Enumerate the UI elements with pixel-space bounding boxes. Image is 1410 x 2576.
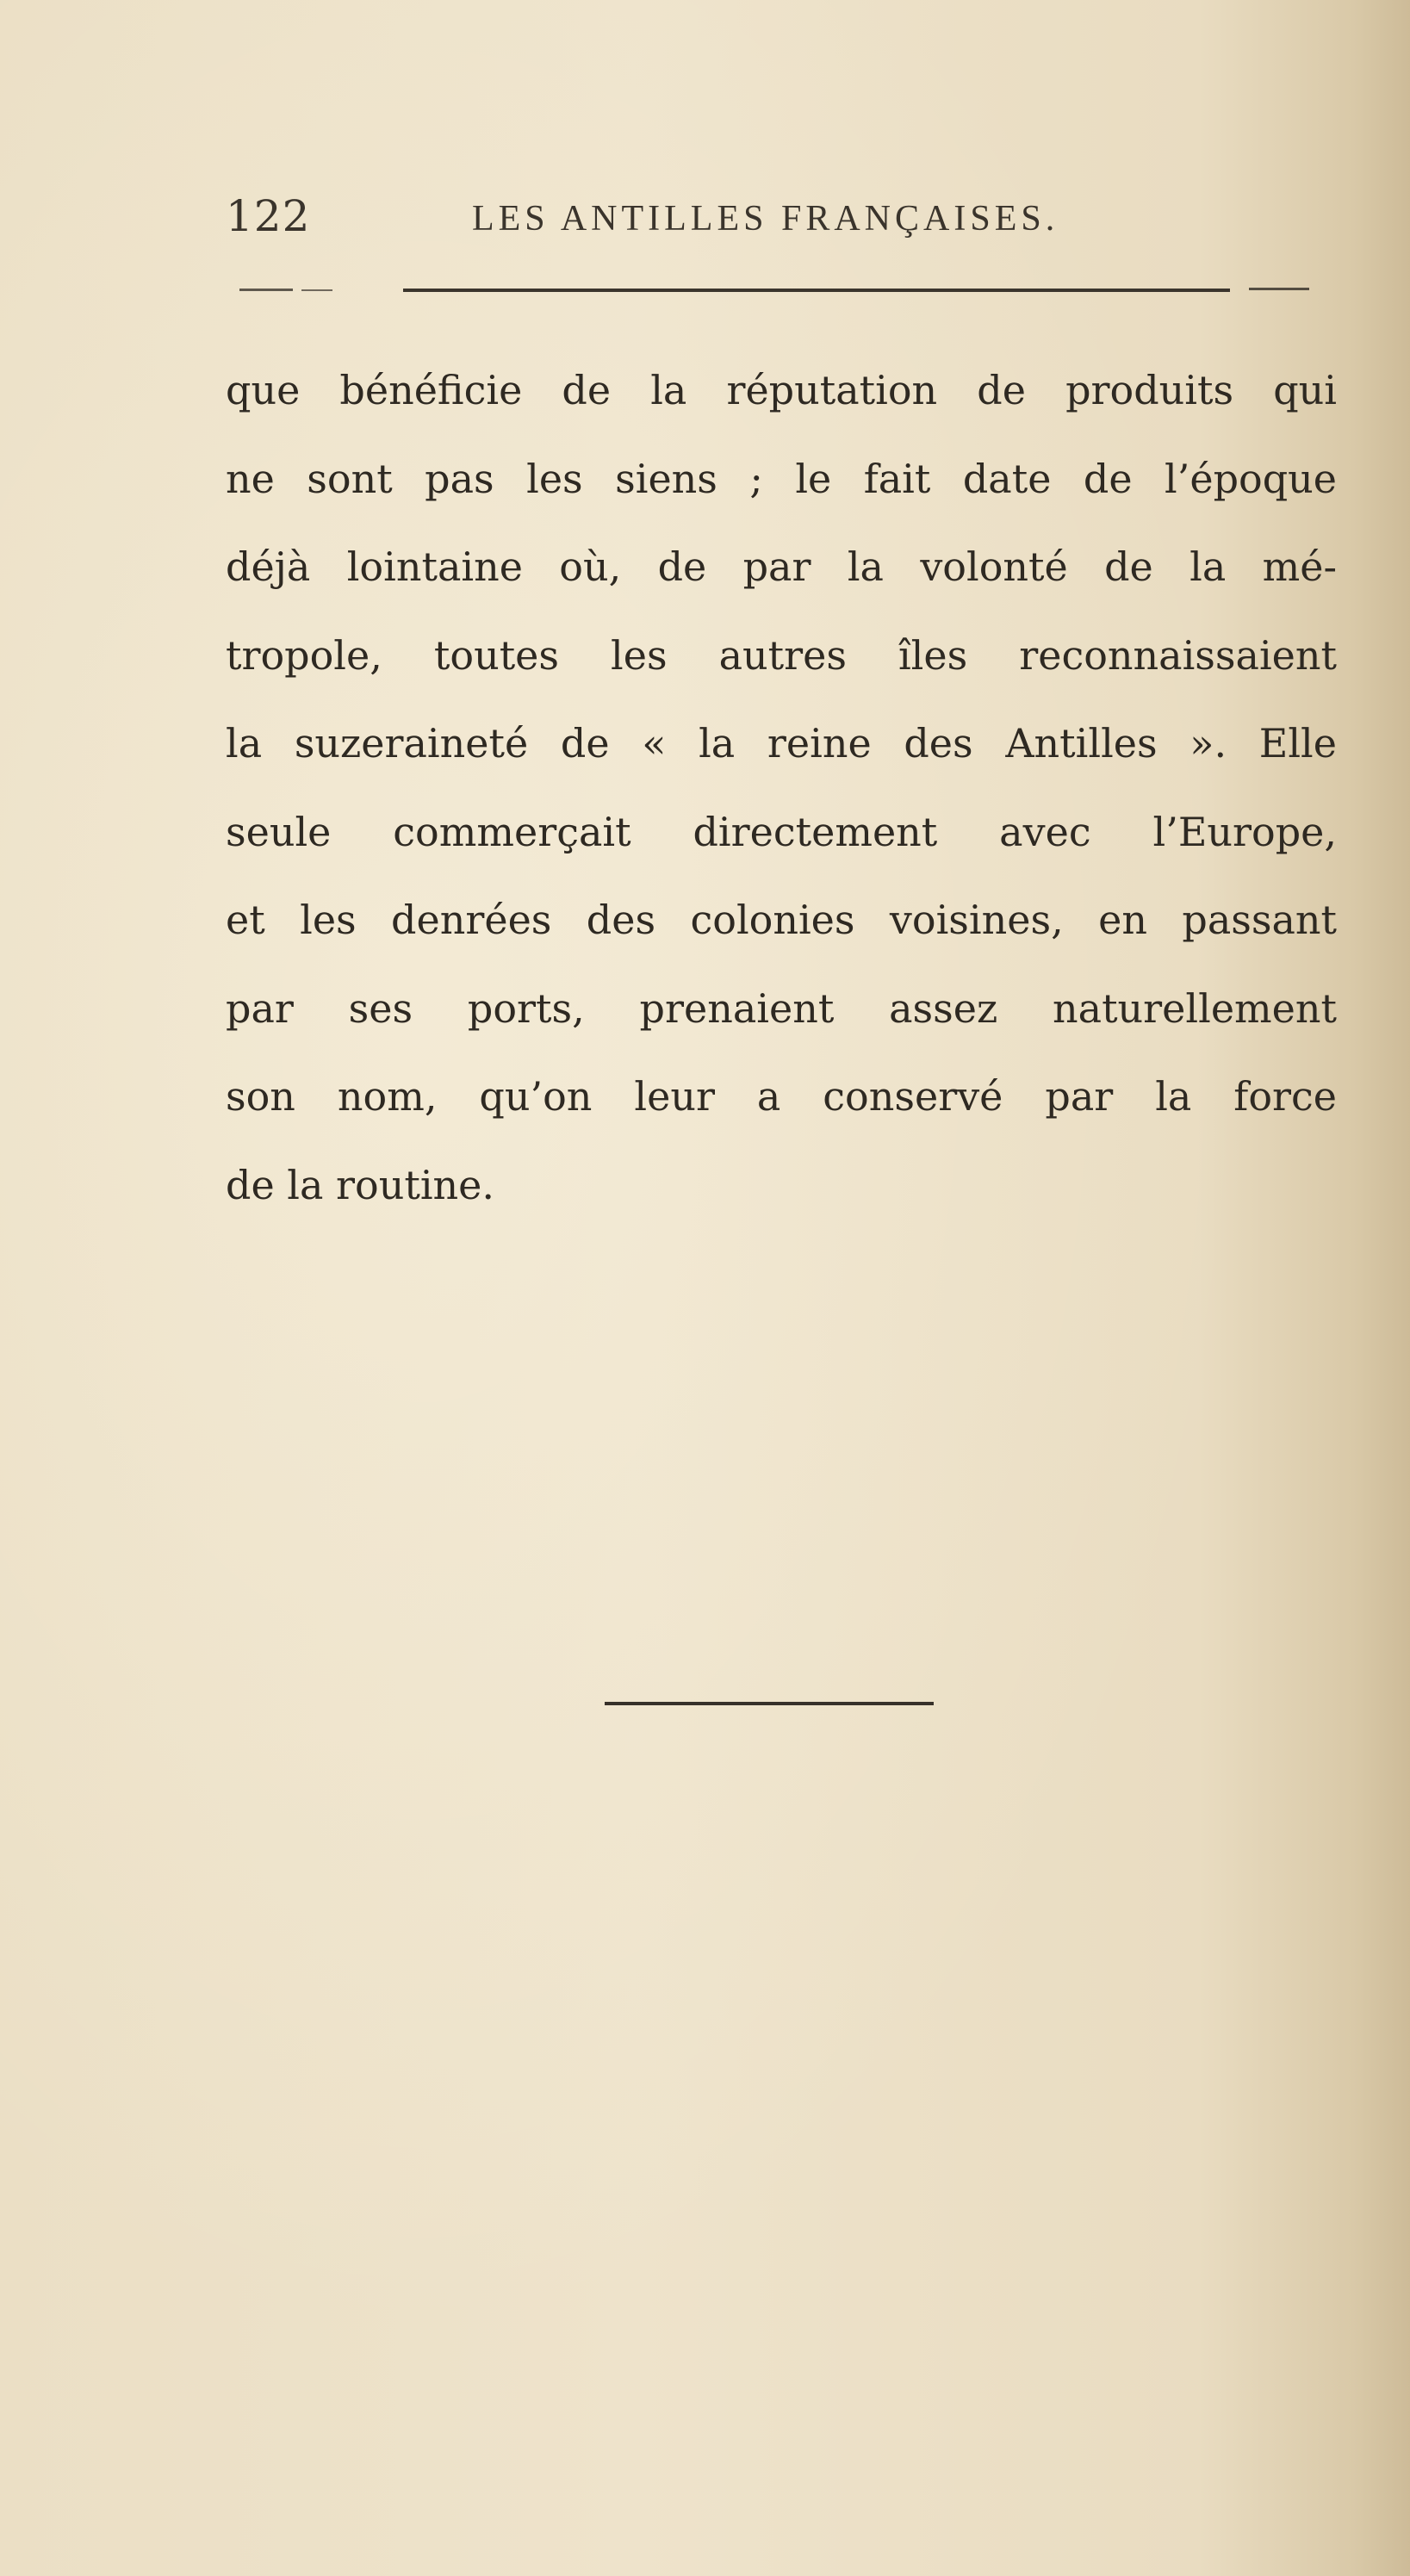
text-line: que bénéficie de la réputation de produits qui — [226, 367, 1337, 413]
text-line: la suzeraineté de « la reine des Antilles ». Elle — [226, 720, 1337, 767]
header-rule-segment — [1249, 288, 1309, 290]
text-line: seule commerçait directement avec l’Europe, — [226, 808, 1337, 855]
header-rule — [403, 289, 1230, 292]
text-line: son nom, qu’on leur a conservé par la force — [226, 1073, 1337, 1120]
page-number: 122 — [226, 191, 311, 241]
text-line: par ses ports, prenaient assez naturellement — [226, 984, 1337, 1032]
text-line: ne sont pas les siens ; le fait date de l’époque — [226, 455, 1337, 502]
text-line: et les denrées des colonies voisines, en passant — [226, 897, 1337, 943]
text-line: tropole, toutes les autres îles reconnaissaient — [226, 631, 1337, 679]
text-line: de la routine. — [226, 1161, 495, 1208]
page-header — [226, 191, 1337, 251]
header-rule-segment — [239, 289, 293, 291]
text-line: déjà lointaine où, de par la volonté de la mé- — [226, 543, 1337, 590]
header-rule-segment — [301, 289, 332, 291]
body-paragraph — [226, 346, 1337, 1229]
running-title: LES ANTILLES FRANÇAISES. — [472, 199, 1059, 239]
chapter-end-rule — [605, 1702, 934, 1705]
